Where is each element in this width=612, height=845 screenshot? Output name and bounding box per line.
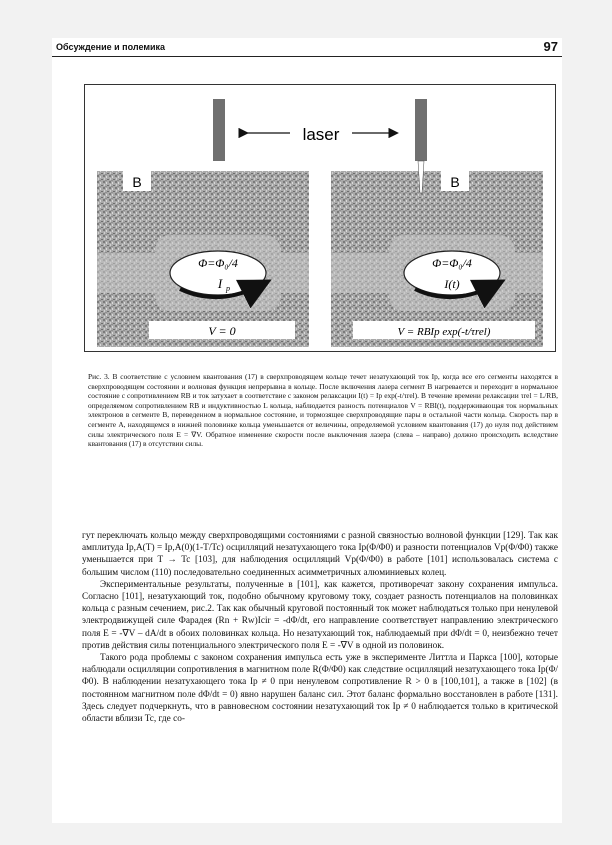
body-text bbox=[82, 530, 558, 725]
left-panel bbox=[97, 99, 309, 347]
paragraph: Такого рода проблемы с законом сохранения импульса есть уже в эксперименте Литтла и Паркса [100], которые наблюдали осцилляции сопротивления в магнитном поле R(Φ/Φ0) как следствие осцилляций незатухающего тока Ip(Φ/Φ0). В наблюдении незатухающего тока Ip ≠ 0 при ненулевом сопротивление R > 0 в [100,101], а также в [102] (в постоянном магнитном поле dΦ/dt = 0) явно нарушен баланс сил. Этот баланс формально восстановлен в работе [131]. Здесь следует подчеркнуть, что в равновесном состоянии незатухающий ток Ip ≠ 0 наблюдается только в критической области вблизи Tc, где со- bbox=[82, 653, 558, 725]
running-header bbox=[52, 38, 562, 57]
laser-label: laser bbox=[302, 125, 340, 144]
left-flux-label: Φ=Φ₀/4 bbox=[198, 256, 238, 270]
left-segment-label: B bbox=[132, 174, 142, 190]
page bbox=[52, 38, 562, 823]
section-title: Обсуждение и полемика bbox=[56, 42, 166, 52]
left-voltage-label: V = 0 bbox=[208, 324, 236, 338]
right-current-label: I(t) bbox=[444, 277, 460, 291]
right-segment-label: B bbox=[450, 174, 460, 190]
left-laser-rod bbox=[213, 99, 225, 161]
right-panel bbox=[331, 99, 543, 347]
left-current-subscript: p bbox=[226, 284, 230, 293]
paragraph: Экспериментальные результаты, полученные в [101], как кажется, противоречат закону сохранения импульса. Согласно [101], незатухающий ток, подобно обычному круговому току, создает разность потенциалов на половинках кольца с разным сечением, рис.2. Так как обычный круговой постоянный ток может наблюдаться только при ненулевой электродвижущей силе Фарадея (Rn + Rw)Icir = -dΦ/dt, его направление соответствует направлению электрического поля E = -∇V – dA/dt в обоих половинках кольца. Но незатухающий ток, наблюдаемый при dΦ/dt = 0, неизбежно течет против действия силы потенциального электрического поля E = -∇V в одной из половинок. bbox=[82, 579, 558, 651]
paragraph: гут переключать кольцо между сверхпроводящими состояниями с разной связностью волновой функции [129]. Так как амплитуда Ip,A(T) = Ip,A(0)(1-T/Tc) осцилляций незатухающего тока Ip(Φ/Φ0) и разности потенциалов Vp(Φ/Φ0) также уменьшается при T → Tc [103], для наблюдения осцилляций Vp(Φ/Φ0) в работе [101] использовалась система с большим числом (110) последовательно соединенных асимметричных алюминиевых колец. bbox=[82, 531, 558, 578]
right-flux-label: Φ=Φ₀/4 bbox=[432, 256, 472, 270]
figure-caption: Рис. 3. В соответствие с условием квантования (17) в сверхпроводящем кольце течет незатухающий ток Ip, когда все его сегменты находятся в сверхпроводящем состоянии и волновая функция непрерывна в кольце. После включения лазера сегмент B нагревается и переходит в нормальное состояние с сопротивлением RB и ток затухает в соответствие с законом релаксации I(t) = Ip exp(-t/τrel). В течение времени релаксации τrel = L/RB, определяемом сопротивлением RB и индуктивностью L кольца, наблюдается разность потенциалов V = RBI(t), поддерживающая ток нормальных электронов в сегменте B, переведенном в нормальное состояние, и тормозящее сверхпроводящие пары в остальной части кольца. Скорость пар в сегменте A, находящемся в нижней половинке кольца уменьшается от величины, определяемой условием квантования (17) до нуля под действием силы электрического поля E = ∇V. Обратное изменение скорости после выключения лазера (слева – направо) должно происходить вследствие квантования (17) в отсутствии силы. bbox=[88, 372, 558, 449]
figure bbox=[84, 84, 556, 352]
page-number: 97 bbox=[543, 39, 558, 54]
right-laser-rod bbox=[415, 99, 427, 161]
right-voltage-label: V = RBIp exp(-t/τrel) bbox=[397, 326, 491, 338]
figure-illustration bbox=[85, 85, 555, 351]
left-current-label: I bbox=[217, 276, 223, 291]
